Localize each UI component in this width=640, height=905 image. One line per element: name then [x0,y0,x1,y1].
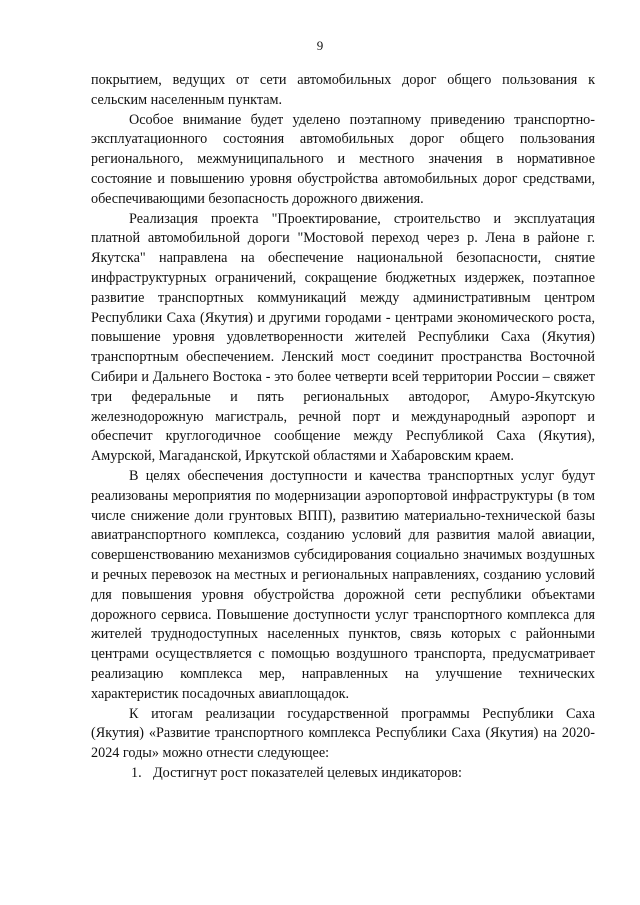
page-number: 9 [316,38,324,53]
paragraph-lena-bridge: Реализация проекта "Проектирование, строительство и эксплуатация платной автомобильной дороги "Мостовой переход через р. Лена в районе г. Якутска" направлена на обеспечение национальной безопасности, снятие инфраструктурных ограничений, сокращение бюджетных издержек, поэтапное развитие транспортных коммуникаций между административным центром Республики Саха (Якутия) и другими городами - центрами экономического роста, повышение уровня удовлетворенности жителей Республики Саха (Якутия) транспортным обеспечением. Ленский мост соединит пространства Восточной Сибири и Дальнего Востока - это более четверти всей территории России – свяжет три федеральные и пять региональных автодорог, Амуро-Якутскую железнодорожную магистраль, речной порт и международный аэропорт и обеспечит круглогодичное сообщение между Республикой Саха (Якутия), Амурской, Магаданской, Иркутской областями и Хабаровским краем. [91,210,595,465]
paragraph-transport-services: В целях обеспечения доступности и качества транспортных услуг будут реализованы мероприятия по модернизации аэропортовой инфраструктуры (в том числе снижение доли грунтовых ВПП), развитию материально-технической базы авиатранспортного комплекса, созданию условий для развития малой авиации, совершенствованию механизмов субсидирования социально значимых воздушных и речных перевозок на местных и региональных направлениях, созданию условий для повышения уровня обустройства дорожной сети республики объектами дорожного сервиса. Повышение доступности услуг транспортного комплекса для жителей труднодоступных населенных пунктов, связь которых с районными центрами осуществляется с помощью воздушного транспорта, предусматривает реализацию комплекса мер, направленных на улучшение технических характеристик посадочных авиаплощадок. [91,467,595,702]
list-item-number: 1. [131,764,142,781]
list-item [91,764,595,784]
paragraph-program-results: К итогам реализации государственной программы Республики Саха (Якутия) «Развитие транспортного комплекса Республики Саха (Якутия) на 2020-2024 годы» можно отнести следующее: [91,705,595,762]
document-body [91,71,595,784]
paragraph-road-maintenance: Особое внимание будет уделено поэтапному приведению транспортно-эксплуатационного состояния автомобильных дорог общего пользования регионального, межмуниципального и местного значения в нормативное состояние и повышению уровня обустройства автомобильных дорог средствами, обеспечивающими безопасность дорожного движения. [91,111,595,207]
paragraph-continuation: покрытием, ведущих от сети автомобильных дорог общего пользования к сельским населенным пунктам. [91,72,595,108]
list-item-text: Достигнут рост показателей целевых индикаторов: [153,764,462,781]
